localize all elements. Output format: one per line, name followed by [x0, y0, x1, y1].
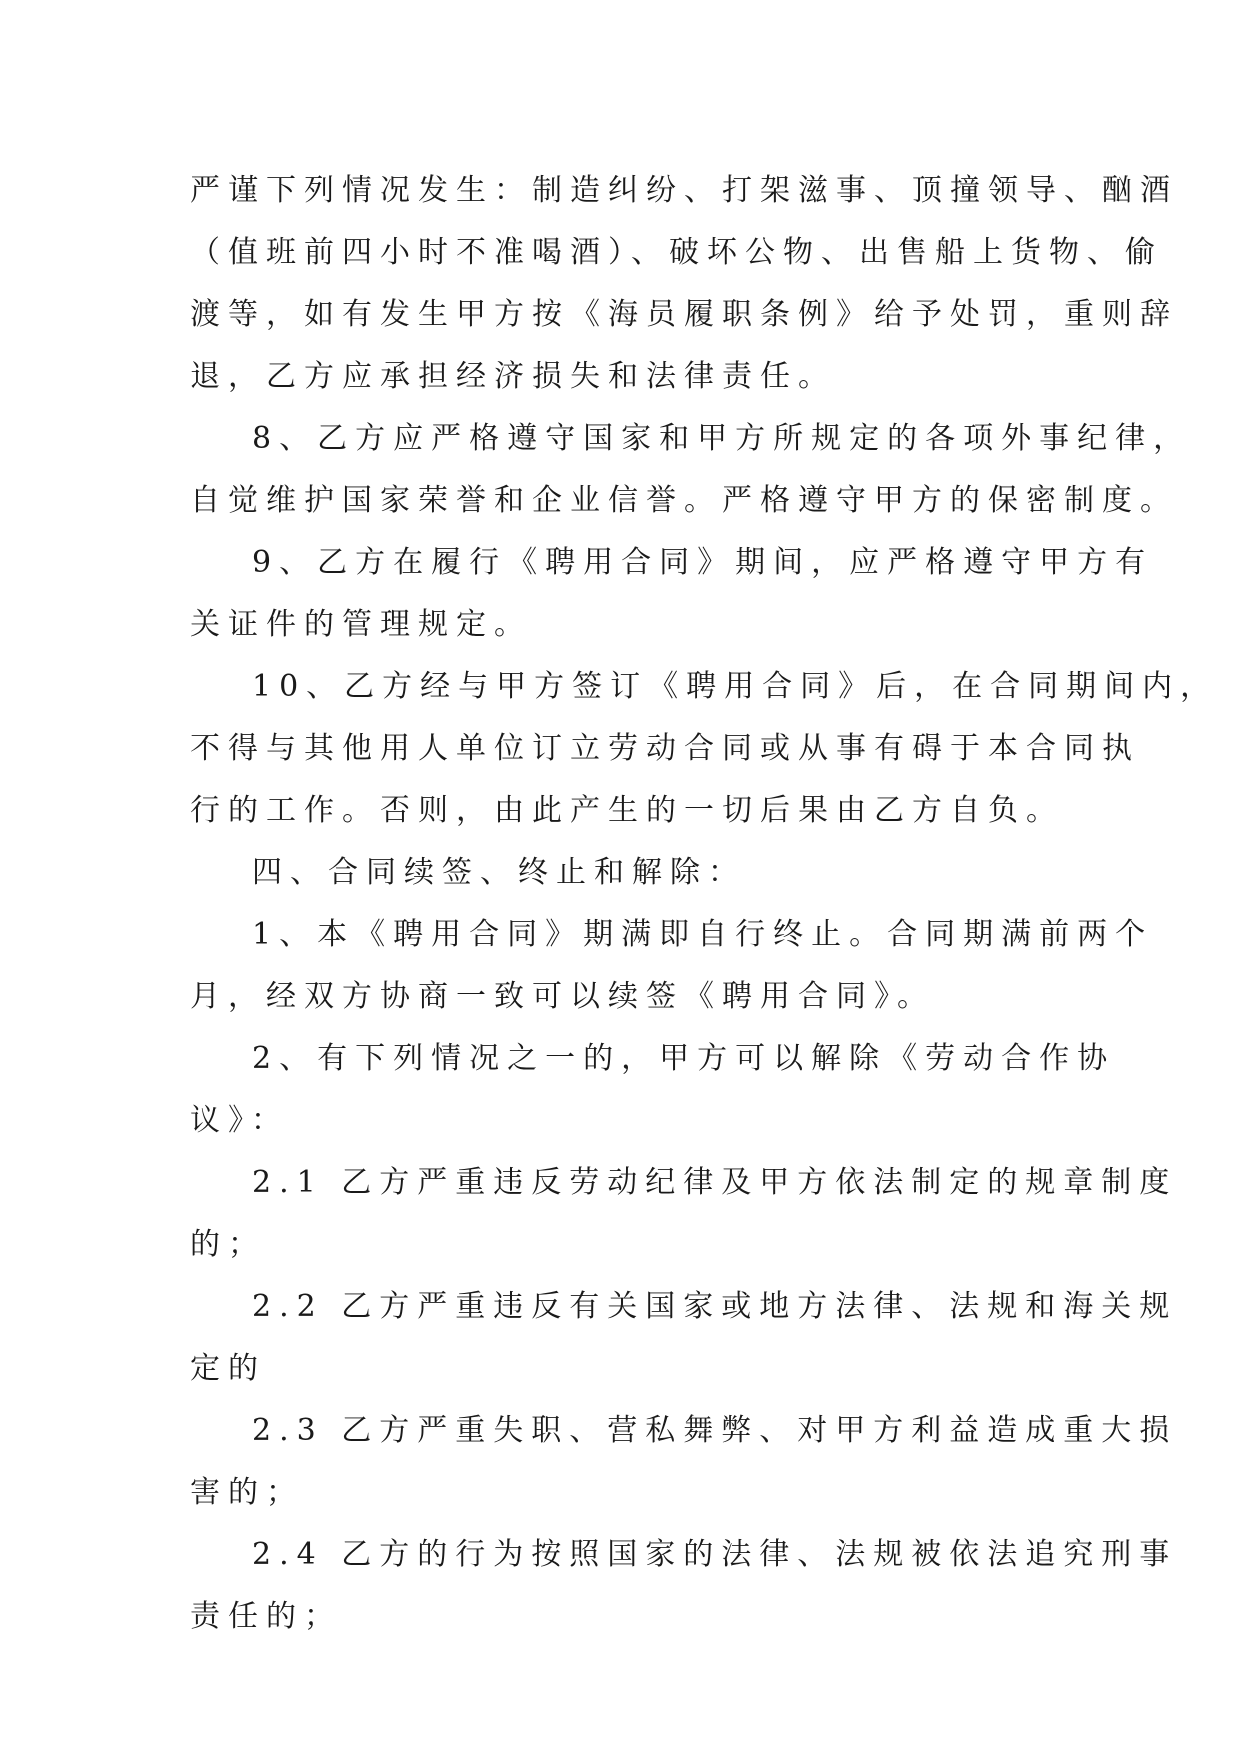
text-line: 行的工作。否则，由此产生的一切后果由乙方自负。 [190, 793, 1064, 828]
clause-2-4: 2.4 乙方的行为按照国家的法律、法规被依法追究刑事 [252, 1537, 1178, 1572]
text-line: 不得与其他用人单位订立劳动合同或从事有碍于本合同执 [190, 731, 1140, 766]
clause-8: 8、乙方应严格遵守国家和甲方所规定的各项外事纪律， [252, 421, 1192, 456]
text-line: 严谨下列情况发生：制造纠纷、打架滋事、顶撞领导、酗酒 [190, 173, 1178, 208]
text-line: 月，经双方协商一致可以续签《聘用合同》。 [190, 979, 935, 1014]
clause-10: 10、乙方经与甲方签订《聘用合同》后，在合同期间内， [252, 669, 1219, 704]
document-body [190, 160, 1219, 1648]
clause-4-2: 2、有下列情况之一的，甲方可以解除《劳动合作协 [252, 1041, 1116, 1076]
text-line: 的； [190, 1227, 266, 1262]
text-line: 议》： [190, 1103, 289, 1138]
clause-2-1: 2.1 乙方严重违反劳动纪律及甲方依法制定的规章制度 [252, 1165, 1178, 1200]
text-line: 定的 [190, 1351, 266, 1386]
text-line: 渡等，如有发生甲方按《海员履职条例》给予处罚，重则辞 [190, 297, 1178, 332]
text-line: 退，乙方应承担经济损失和法律责任。 [190, 359, 836, 394]
clause-4-1: 1、本《聘用合同》期满即自行终止。合同期满前两个 [252, 917, 1154, 952]
text-line: 自觉维护国家荣誉和企业信誉。严格遵守甲方的保密制度。 [190, 483, 1178, 518]
text-line: 责任的； [190, 1599, 342, 1634]
text-line: 关证件的管理规定。 [190, 607, 532, 642]
text-line: 害的； [190, 1475, 304, 1510]
clause-9: 9、乙方在履行《聘用合同》期间，应严格遵守甲方有 [252, 545, 1154, 580]
clause-2-3: 2.3 乙方严重失职、营私舞弊、对甲方利益造成重大损 [252, 1413, 1178, 1448]
text-line: （值班前四小时不准喝酒）、破坏公物、出售船上货物、偷 [190, 235, 1163, 270]
section-heading-4: 四、合同续签、终止和解除： [252, 855, 746, 890]
clause-2-2: 2.2 乙方严重违反有关国家或地方法律、法规和海关规 [252, 1289, 1178, 1324]
